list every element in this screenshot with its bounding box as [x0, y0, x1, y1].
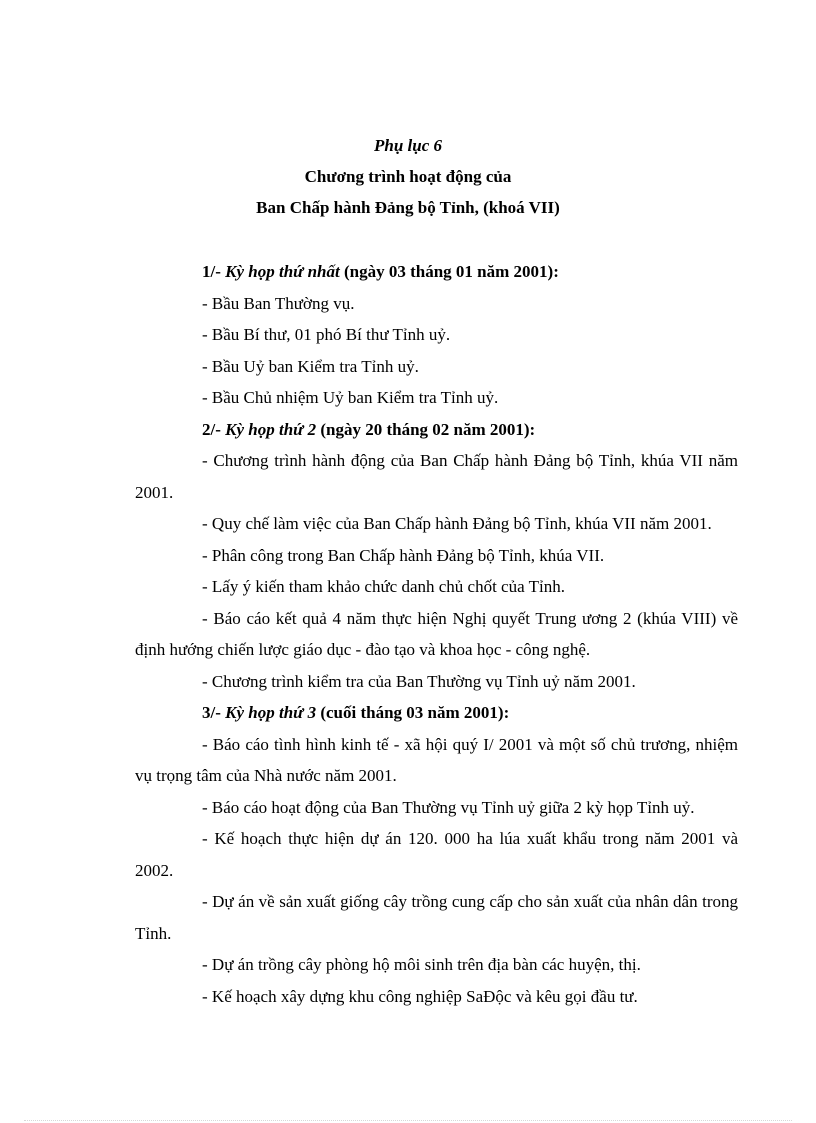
section-date: (ngày 03 tháng 01 năm 2001):	[339, 262, 559, 281]
section-heading-2	[135, 414, 738, 446]
section-number: 3/-	[202, 703, 226, 722]
section-number: 2/-	[202, 419, 226, 439]
list-item: - Báo cáo hoạt động của Ban Thường vụ Tỉnh uỷ giữa 2 kỳ họp Tỉnh uỷ.	[202, 797, 695, 817]
list-item: - Kế hoạch xây dựng khu công nghiệp SaĐộc và kêu gọi đầu tư.	[202, 986, 638, 1006]
section-number: 1/-	[202, 262, 226, 281]
list-item: - Báo cáo tình hình kinh tế - xã hội quý I/ 2001 và một số chủ trương, nhiệm vụ trọng tâm của Nhà nước năm 2001.	[135, 734, 738, 785]
list-item: - Phân công trong Ban Chấp hành Đảng bộ Tỉnh, khúa VII.	[202, 545, 605, 565]
document-title-line-1: Chương trình hoạt động của	[304, 167, 512, 186]
section-title: Kỳ họp thứ 3	[225, 703, 317, 722]
list-item: - Bầu Uỷ ban Kiểm tra Tỉnh uỷ.	[202, 356, 419, 376]
list-item: - Bầu Chủ nhiệm Uỷ ban Kiểm tra Tỉnh uỷ.	[202, 388, 499, 407]
section-title: Kỳ họp thứ 2	[225, 419, 317, 439]
list-item: - Lấy ý kiến tham khảo chức danh chủ chốt của Tỉnh.	[202, 577, 565, 596]
page-bottom-rule	[24, 1120, 792, 1121]
list-item: - Quy chế làm việc của Ban Chấp hành Đảng bộ Tỉnh, khúa VII năm 2001.	[202, 514, 712, 533]
list-item: - Kế hoạch thực hiện dự án 120. 000 ha lúa xuất khẩu trong năm 2001 và 2002.	[135, 829, 738, 880]
section-heading-3	[135, 697, 738, 729]
section-title: Kỳ họp thứ nhất	[225, 262, 340, 281]
list-item: - Chương trình hành động của Ban Chấp hành Đảng bộ Tỉnh, khúa VII năm 2001.	[135, 451, 738, 502]
list-item: - Dự án về sản xuất giống cây trồng cung cấp cho sản xuất của nhân dân trong Tỉnh.	[135, 892, 738, 943]
list-item: - Bầu Ban Thường vụ.	[202, 293, 355, 313]
document-body	[135, 256, 738, 1012]
section-date: (ngày 20 tháng 02 năm 2001):	[316, 419, 536, 439]
list-item: - Bầu Bí thư, 01 phó Bí thư Tỉnh uỷ.	[202, 325, 451, 344]
title-block	[0, 130, 816, 223]
section-heading-1	[135, 256, 738, 288]
document-title-line-2: Ban Chấp hành Đảng bộ Tỉnh, (khoá VII)	[256, 198, 560, 217]
list-item: - Báo cáo kết quả 4 năm thực hiện Nghị quyết Trung ương 2 (khúa VIII) về định hướng chiến lược giáo dục - đào tạo và khoa học - công nghệ.	[135, 608, 738, 659]
list-item: - Dự án trồng cây phòng hộ môi sinh trên địa bàn các huyện, thị.	[202, 955, 641, 974]
section-date: (cuối tháng 03 năm 2001):	[316, 703, 510, 722]
appendix-label: Phụ lục 6	[373, 136, 443, 155]
list-item: - Chương trình kiểm tra của Ban Thường vụ Tỉnh uỷ năm 2001.	[202, 671, 636, 691]
